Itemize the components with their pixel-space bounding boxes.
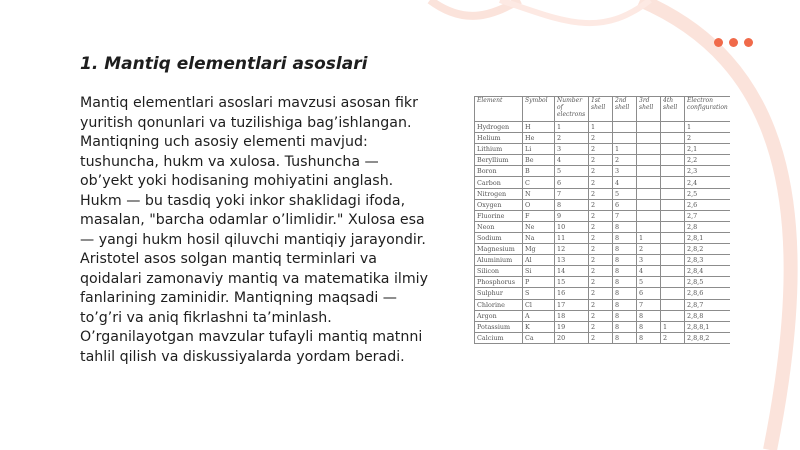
table-cell: 2,4 [685,177,731,188]
table-cell: 20 [555,332,589,343]
table-cell [661,255,685,266]
table-row [475,255,731,266]
table-cell: 2 [589,232,613,243]
table-cell [637,122,661,133]
table-cell [661,221,685,232]
table-cell [661,244,685,255]
table-cell [661,177,685,188]
table-cell: 2,8,1 [685,232,731,243]
table-cell: 2,8,4 [685,266,731,277]
table-cell [661,122,685,133]
table-cell [637,133,661,144]
table-cell: 2,8 [685,221,731,232]
menu-dots-icon [714,38,753,47]
table-cell: 2,2 [685,155,731,166]
table-row [475,310,731,321]
table-cell [637,188,661,199]
table-cell: Cl [523,299,555,310]
table-cell: 2 [589,299,613,310]
table-cell: Neon [475,221,523,232]
table-cell: Li [523,144,555,155]
table-cell: 2 [589,177,613,188]
table-cell: Boron [475,166,523,177]
table-row [475,232,731,243]
table-cell [637,177,661,188]
table-cell: 8 [637,332,661,343]
table-header-cell: Number of electrons [555,97,589,122]
table-cell: 13 [555,255,589,266]
table-cell: 2,1 [685,144,731,155]
table-cell: 15 [555,277,589,288]
table-header-cell: 1st shell [589,97,613,122]
table-cell: Sodium [475,232,523,243]
table-header-cell: 2nd shell [613,97,637,122]
table-cell [661,288,685,299]
table-cell: 8 [613,321,637,332]
table-cell: 8 [613,332,637,343]
table-cell: 5 [637,277,661,288]
table-cell: 2,8,2 [685,244,731,255]
table-cell: Na [523,232,555,243]
table-cell: B [523,166,555,177]
table-cell: 14 [555,266,589,277]
table-cell: 2,8,8,1 [685,321,731,332]
dot [744,38,753,47]
table-body [475,122,731,344]
table-cell: Lithium [475,144,523,155]
table-cell: S [523,288,555,299]
table-cell: Mg [523,244,555,255]
table-cell [661,144,685,155]
table-cell: 2 [589,255,613,266]
table-cell: 8 [613,288,637,299]
table-cell: 2 [589,144,613,155]
table-cell: A [523,310,555,321]
table-row [475,210,731,221]
table-cell [661,266,685,277]
table-cell: He [523,133,555,144]
table-cell: Oxygen [475,199,523,210]
table-cell: 5 [555,166,589,177]
decorative-arc-top [430,0,520,16]
table-cell [661,310,685,321]
table-header-row [475,97,731,122]
table-cell: 5 [613,188,637,199]
table-cell: 4 [555,155,589,166]
decorative-arc-top-left [500,0,650,23]
table-cell [613,133,637,144]
table-cell: 16 [555,288,589,299]
table-cell: 2 [661,332,685,343]
table-header-cell: Element [475,97,523,122]
table-cell: 2 [589,210,613,221]
table-row [475,166,731,177]
table-cell: 2 [685,133,731,144]
table-header-cell: Electron configuration [685,97,731,122]
table-cell: 8 [613,310,637,321]
table-cell: Ca [523,332,555,343]
table-cell: 8 [613,255,637,266]
table-cell: 2 [589,332,613,343]
table-cell: 7 [637,299,661,310]
table-cell: C [523,177,555,188]
table-cell: 8 [613,221,637,232]
table-cell: 2,8,3 [685,255,731,266]
table-cell: Ne [523,221,555,232]
table-cell: K [523,321,555,332]
table-cell: 2,6 [685,199,731,210]
table-cell: 1 [685,122,731,133]
table-cell: Phosphorus [475,277,523,288]
table-cell: 2,7 [685,210,731,221]
table-cell [637,144,661,155]
table-cell: 18 [555,310,589,321]
table-cell: Hydrogen [475,122,523,133]
table-cell: 2,8,7 [685,299,731,310]
table-cell: 2,8,8 [685,310,731,321]
table-cell: 4 [613,177,637,188]
table-cell: 12 [555,244,589,255]
table-cell: 8 [613,244,637,255]
table-cell: 17 [555,299,589,310]
electron-configuration-table-image [474,96,730,348]
table-cell: 9 [555,210,589,221]
table-cell: 6 [613,199,637,210]
table-cell: 1 [637,232,661,243]
table-cell [661,133,685,144]
slide-body-text: Mantiq elementlari asoslari mavzusi asosan fikr yuritish qonunlari va tuzilishiga bag’ishlangan. Mantiqning uch asosiy elementi mavjud: tushuncha, hukm va xulosa. Tushuncha — ob’yekt yoki hodisaning mohiyatini anglash. Hukm — bu tasdiq yoki inkor shaklidagi ifoda, masalan, "barcha odamlar o’limlidir." Xulosa esa — yangi hukm hosil qiluvchi mantiqiy jarayondir. Aristotel asos solgan mantiq terminlari va qoidalari zamonaviy mantiq va matematika ilmiy fanlarining zaminidir. Mantiqning maqsadi — to’g’ri va aniq fikrlashni ta’minlash. O’rganilayotgan mavzular tufayli mantiq matnni tahlil qilish va diskussiyalarda yordam beradi. [80,95,428,365]
table-row [475,288,731,299]
table-cell [613,122,637,133]
table-cell: 1 [661,321,685,332]
table-cell: P [523,277,555,288]
table-row [475,177,731,188]
table-cell: Chlorine [475,299,523,310]
table-cell: Fluorine [475,210,523,221]
table-cell: Argon [475,310,523,321]
table-cell [661,155,685,166]
table-cell: 2 [613,155,637,166]
table-cell: 19 [555,321,589,332]
table-cell: 2 [589,199,613,210]
table-header-cell: Symbol [523,97,555,122]
table-row [475,144,731,155]
table-row [475,321,731,332]
table-cell: 2,8,6 [685,288,731,299]
table-cell: 2,8,8,2 [685,332,731,343]
table-cell: Be [523,155,555,166]
table-cell: 2,3 [685,166,731,177]
table-cell [661,199,685,210]
table-cell: 2 [589,188,613,199]
table-row [475,277,731,288]
table-cell: 1 [613,144,637,155]
table-row [475,188,731,199]
table-cell: 6 [555,177,589,188]
table-row [475,332,731,343]
table-cell: 2 [589,221,613,232]
table-cell [661,210,685,221]
table-cell: 10 [555,221,589,232]
table-cell [661,188,685,199]
table-cell [637,221,661,232]
table-cell: 2 [589,277,613,288]
dot [714,38,723,47]
table-cell: H [523,122,555,133]
electron-configuration-table [474,96,730,344]
table-header-cell: 3rd shell [637,97,661,122]
table-cell: 2 [589,310,613,321]
table-cell: 8 [555,199,589,210]
table-row [475,199,731,210]
table-cell: 8 [637,310,661,321]
table-cell: Magnesium [475,244,523,255]
table-row [475,155,731,166]
table-cell: 11 [555,232,589,243]
table-cell: F [523,210,555,221]
table-cell: Beryllium [475,155,523,166]
table-cell: N [523,188,555,199]
table-cell: 2 [589,321,613,332]
table-cell: Sulphur [475,288,523,299]
table-cell [661,299,685,310]
table-cell: 2 [589,288,613,299]
table-row [475,221,731,232]
table-cell: 8 [613,266,637,277]
table-cell: 4 [637,266,661,277]
table-cell: 2,8,5 [685,277,731,288]
table-cell: 2 [589,244,613,255]
table-cell: 2 [589,166,613,177]
table-cell: 7 [613,210,637,221]
table-cell [661,232,685,243]
table-cell: O [523,199,555,210]
table-cell: Silicon [475,266,523,277]
table-cell: 8 [613,299,637,310]
table-cell [661,277,685,288]
table-cell: Potassium [475,321,523,332]
table-row [475,133,731,144]
table-cell: 1 [555,122,589,133]
table-header-cell: 4th shell [661,97,685,122]
table-cell: 3 [637,255,661,266]
table-cell: Carbon [475,177,523,188]
table-cell: 7 [555,188,589,199]
table-cell: 3 [613,166,637,177]
table-cell [637,199,661,210]
table-cell: Si [523,266,555,277]
table-cell: 8 [613,277,637,288]
table-cell: 2 [555,133,589,144]
table-cell [661,166,685,177]
table-cell [637,210,661,221]
table-cell: 3 [555,144,589,155]
table-cell: Al [523,255,555,266]
table-cell: Helium [475,133,523,144]
table-cell: 6 [637,288,661,299]
table-row [475,299,731,310]
table-row [475,122,731,133]
table-cell [637,166,661,177]
table-row [475,266,731,277]
table-cell: 2 [637,244,661,255]
table-row [475,244,731,255]
table-cell: 2 [589,266,613,277]
table-cell: 8 [613,232,637,243]
dot [729,38,738,47]
table-cell: Calcium [475,332,523,343]
table-cell: 2,5 [685,188,731,199]
table-cell: 8 [637,321,661,332]
slide-title: 1. Mantiq elementlari asoslari [80,54,368,74]
table-cell: 2 [589,133,613,144]
table-cell: 2 [589,155,613,166]
table-cell: Aluminium [475,255,523,266]
table-cell: 1 [589,122,613,133]
table-cell [637,155,661,166]
table-cell: Nitrogen [475,188,523,199]
